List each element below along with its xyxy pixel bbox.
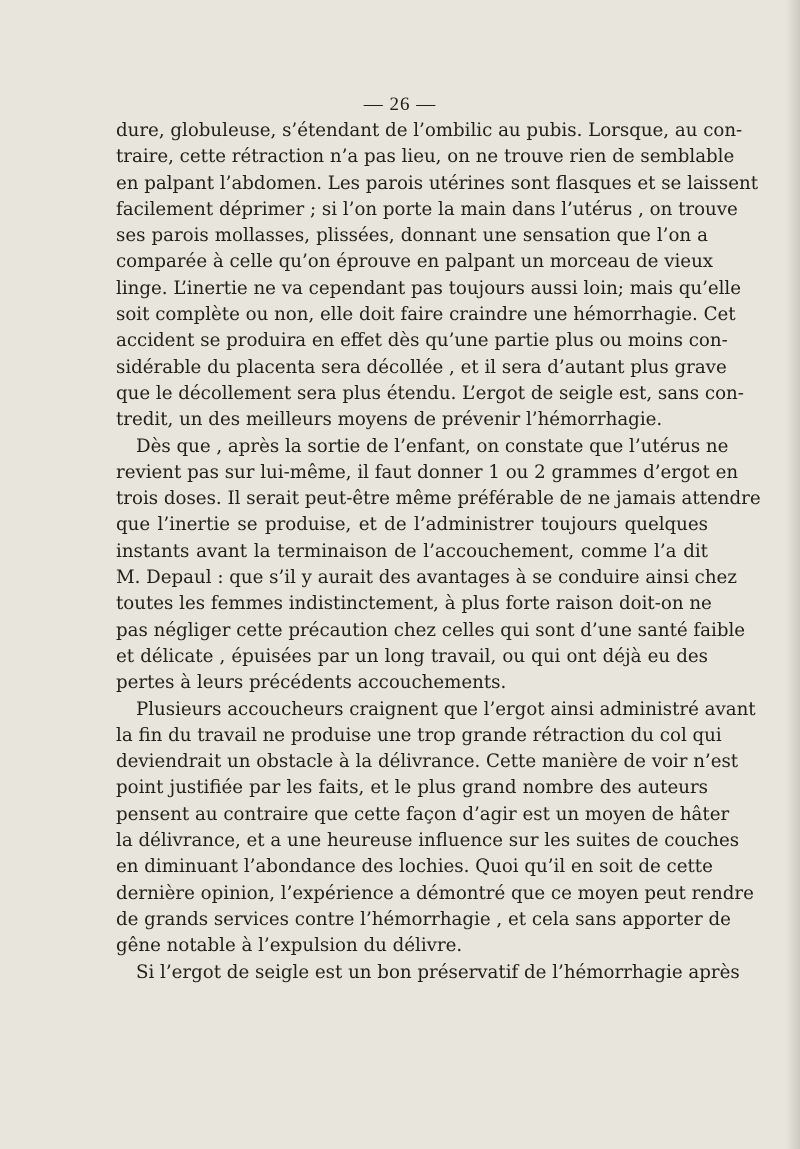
text-line: que le décollement sera plus étendu. L’ergot de seigle est, sans con-: [116, 382, 744, 404]
text-line: pensent au contraire que cette façon d’agir est un moyen de hâter: [116, 803, 730, 825]
text-line: la fin du travail ne produise une trop grande rétraction du col qui: [116, 724, 722, 746]
text-line: point justifiée par les faits, et le plus grand nombre des auteurs: [116, 777, 708, 799]
paragraph: [116, 697, 756, 960]
text-line: soit complète ou non, elle doit faire craindre une hémorrhagie. Cet: [116, 304, 736, 326]
text-line: dernière opinion, l’expérience a démontré que ce moyen peut rendre: [116, 882, 754, 904]
text-line: ses parois mollasses, plissées, donnant une sensation que l’on a: [116, 225, 708, 247]
text-line: que l’inertie se produise, et de l’administrer toujours quelques: [116, 514, 708, 536]
text-line: accident se produira en effet dès qu’une partie plus ou moins con-: [116, 330, 728, 352]
text-line: M. Depaul : que s’il y aurait des avantages à se conduire ainsi chez: [116, 567, 737, 589]
text-line: toutes les femmes indistinctement, à plus forte raison doit-on ne: [116, 593, 712, 615]
text-line: instants avant la terminaison de l’accouchement, comme l’a dit: [116, 540, 708, 562]
text-line: linge. L’inertie ne va cependant pas toujours aussi loin; mais qu’elle: [116, 277, 742, 299]
text-line: Dès que , après la sortie de l’enfant, on constate que l’utérus ne: [136, 435, 729, 457]
text-line: revient pas sur lui-même, il faut donner 1 ou 2 grammes d’ergot en: [116, 461, 739, 483]
paragraph: [116, 118, 759, 434]
text-line: de grands services contre l’hémorrhagie , et cela sans apporter de: [116, 908, 731, 930]
text-line: comparée à celle qu’on éprouve en palpant un morceau de vieux: [116, 251, 714, 273]
text-line: facilement déprimer ; si l’on porte la main dans l’utérus , on trouve: [116, 198, 738, 220]
text-line: pertes à leurs précédents accouchements.: [116, 672, 507, 694]
paragraph: [116, 960, 740, 986]
page-number: — 26 —: [363, 94, 437, 115]
body-text: [116, 118, 761, 986]
text-line: tredit, un des meilleurs moyens de prévenir l’hémorrhagie.: [116, 409, 663, 431]
text-line: gêne notable à l’expulsion du délivre.: [116, 935, 463, 957]
text-line: sidérable du placenta sera décollée , et il sera d’autant plus grave: [116, 356, 727, 378]
text-line: en palpant l’abdomen. Les parois utérines sont flasques et se laissent: [116, 172, 759, 194]
text-line: pas négliger cette précaution chez celles qui sont d’une santé faible: [116, 619, 746, 641]
text-line: et délicate , épuisées par un long travail, ou qui ont déjà eu des: [116, 645, 708, 667]
text-line: en diminuant l’abondance des lochies. Quoi qu’il en soit de cette: [116, 856, 713, 878]
text-line: trois doses. Il serait peut-être même préférable de ne jamais attendre: [116, 488, 761, 510]
text-line: Plusieurs accoucheurs craignent que l’ergot ainsi administré avant: [136, 698, 756, 720]
text-line: dure, globuleuse, s’étendant de l’ombilic au pubis. Lorsque, au con-: [116, 120, 743, 141]
text-line: traire, cette rétraction n’a pas lieu, on ne trouve rien de semblable: [116, 146, 735, 168]
text-line: deviendrait un obstacle à la délivrance. Cette manière de voir n’est: [116, 751, 739, 773]
paragraph: [116, 434, 761, 697]
text-line: la délivrance, et a une heureuse influence sur les suites de couches: [116, 830, 740, 852]
text-line: Si l’ergot de seigle est un bon préservatif de l’hémorrhagie après: [136, 961, 740, 983]
